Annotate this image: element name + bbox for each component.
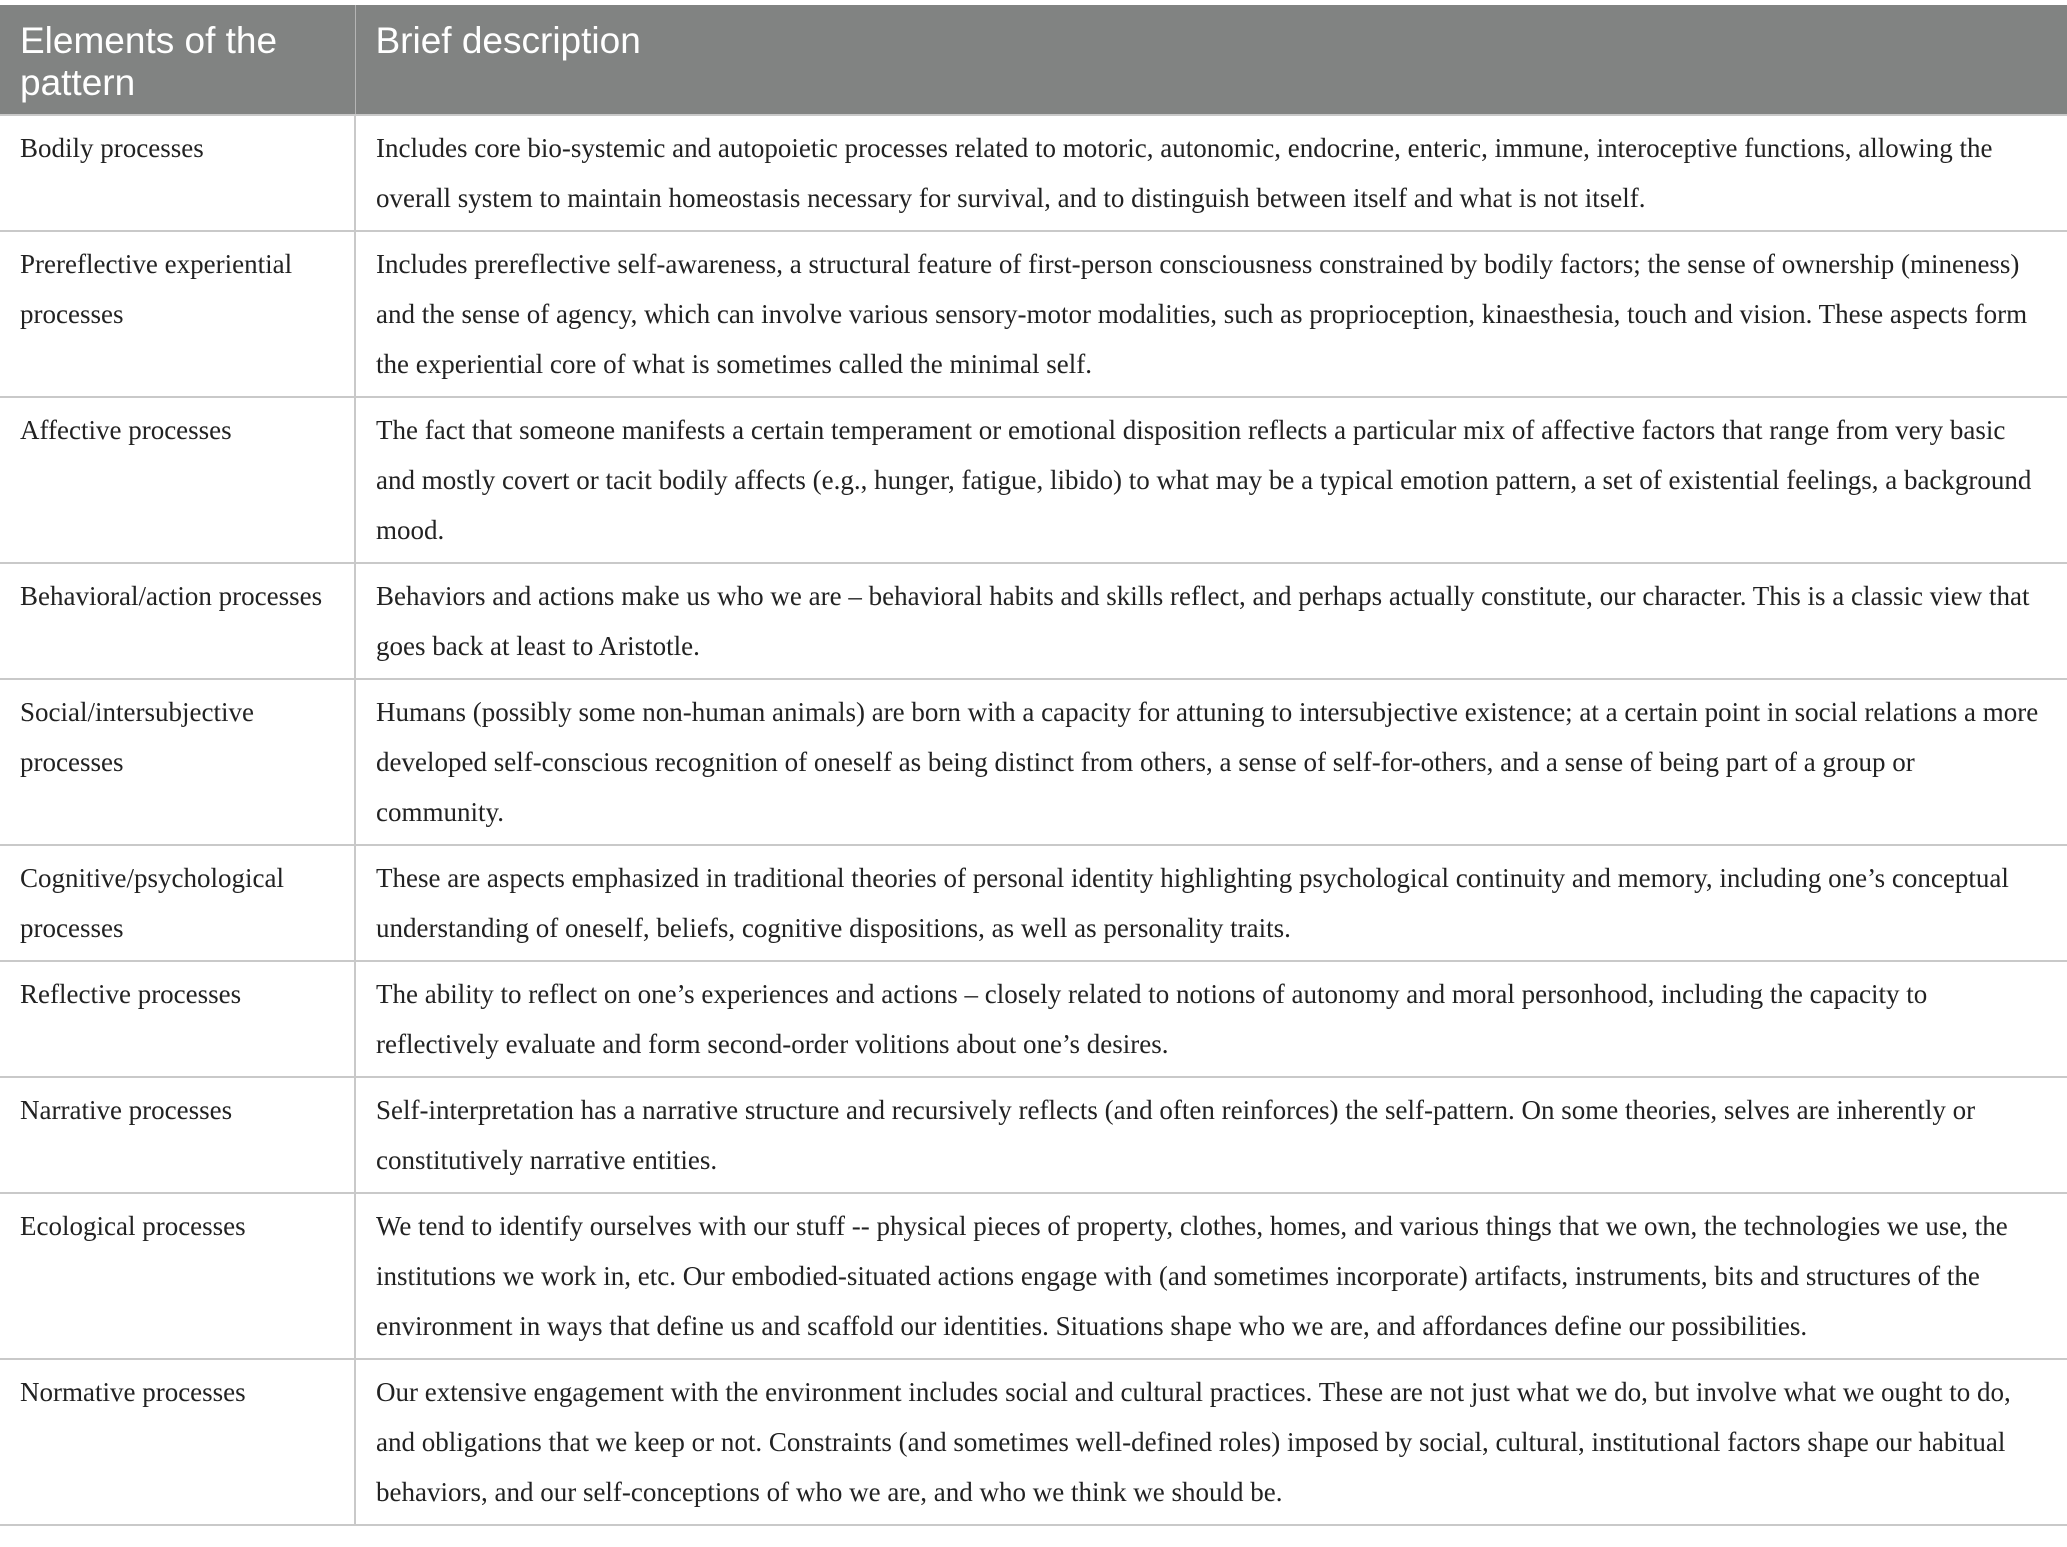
element-cell: Behavioral/action processes: [0, 563, 355, 679]
table-row: [0, 115, 2067, 231]
element-cell: Prereflective experiential processes: [0, 231, 355, 397]
element-cell: Normative processes: [0, 1359, 355, 1525]
element-cell: Bodily processes: [0, 115, 355, 231]
description-cell: The fact that someone manifests a certain temperament or emotional disposition reflects a particular mix of affective factors that range from very basic and mostly covert or tacit bodily affects (e.g., hunger, fatigue, libido) to what may be a typical emotion pattern, a set of existential feelings, a background mood.: [355, 397, 2067, 563]
table-row: [0, 397, 2067, 563]
table-header: [0, 5, 2067, 115]
description-cell: Humans (possibly some non-human animals) are born with a capacity for attuning to intersubjective existence; at a certain point in social relations a more developed self-conscious recognition of oneself as being distinct from others, a sense of self-for-others, and a sense of being part of a group or community.: [355, 679, 2067, 845]
table-row: [0, 1359, 2067, 1525]
description-cell: Self-interpretation has a narrative structure and recursively reflects (and often reinforces) the self-pattern. On some theories, selves are inherently or constitutively narrative entities.: [355, 1077, 2067, 1193]
element-cell: Social/intersubjective processes: [0, 679, 355, 845]
table-container: [0, 5, 2067, 1526]
element-cell: Reflective processes: [0, 961, 355, 1077]
description-cell: Includes core bio-systemic and autopoietic processes related to motoric, autonomic, endocrine, enteric, immune, interoceptive functions, allowing the overall system to maintain homeostasis necessary for survival, and to distinguish between itself and what is not itself.: [355, 115, 2067, 231]
self-pattern-table: [0, 5, 2067, 1526]
description-cell: Behaviors and actions make us who we are – behavioral habits and skills reflect, and perhaps actually constitute, our character. This is a classic view that goes back at least to Aristotle.: [355, 563, 2067, 679]
description-cell: These are aspects emphasized in traditional theories of personal identity highlighting psychological continuity and memory, including one’s conceptual understanding of oneself, beliefs, cognitive dispositions, as well as personality traits.: [355, 845, 2067, 961]
element-cell: Cognitive/psychological processes: [0, 845, 355, 961]
element-cell: Narrative processes: [0, 1077, 355, 1193]
table-row: [0, 231, 2067, 397]
header-description: Brief description: [355, 5, 2067, 115]
table-row: [0, 563, 2067, 679]
table-body: [0, 115, 2067, 1525]
description-cell: Includes prereflective self-awareness, a structural feature of first-person consciousness constrained by bodily factors; the sense of ownership (mineness) and the sense of agency, which can involve various sensory-motor modalities, such as proprioception, kinaesthesia, touch and vision. These aspects form the experiential core of what is sometimes called the minimal self.: [355, 231, 2067, 397]
table-row: [0, 961, 2067, 1077]
header-row: [0, 5, 2067, 115]
table-row: [0, 679, 2067, 845]
description-cell: We tend to identify ourselves with our stuff -- physical pieces of property, clothes, homes, and various things that we own, the technologies we use, the institutions we work in, etc. Our embodied-situated actions engage with (and sometimes incorporate) artifacts, instruments, bits and structures of the environment in ways that define us and scaffold our identities. Situations shape who we are, and affordances define our possibilities.: [355, 1193, 2067, 1359]
table-row: [0, 1077, 2067, 1193]
description-cell: The ability to reflect on one’s experiences and actions – closely related to notions of autonomy and moral personhood, including the capacity to reflectively evaluate and form second-order volitions about one’s desires.: [355, 961, 2067, 1077]
description-cell: Our extensive engagement with the environment includes social and cultural practices. These are not just what we do, but involve what we ought to do, and obligations that we keep or not. Constraints (and sometimes well-defined roles) imposed by social, cultural, institutional factors shape our habitual behaviors, and our self-conceptions of who we are, and who we think we should be.: [355, 1359, 2067, 1525]
table-row: [0, 845, 2067, 961]
header-elements: Elements of the pattern: [0, 5, 355, 115]
element-cell: Ecological processes: [0, 1193, 355, 1359]
element-cell: Affective processes: [0, 397, 355, 563]
table-row: [0, 1193, 2067, 1359]
